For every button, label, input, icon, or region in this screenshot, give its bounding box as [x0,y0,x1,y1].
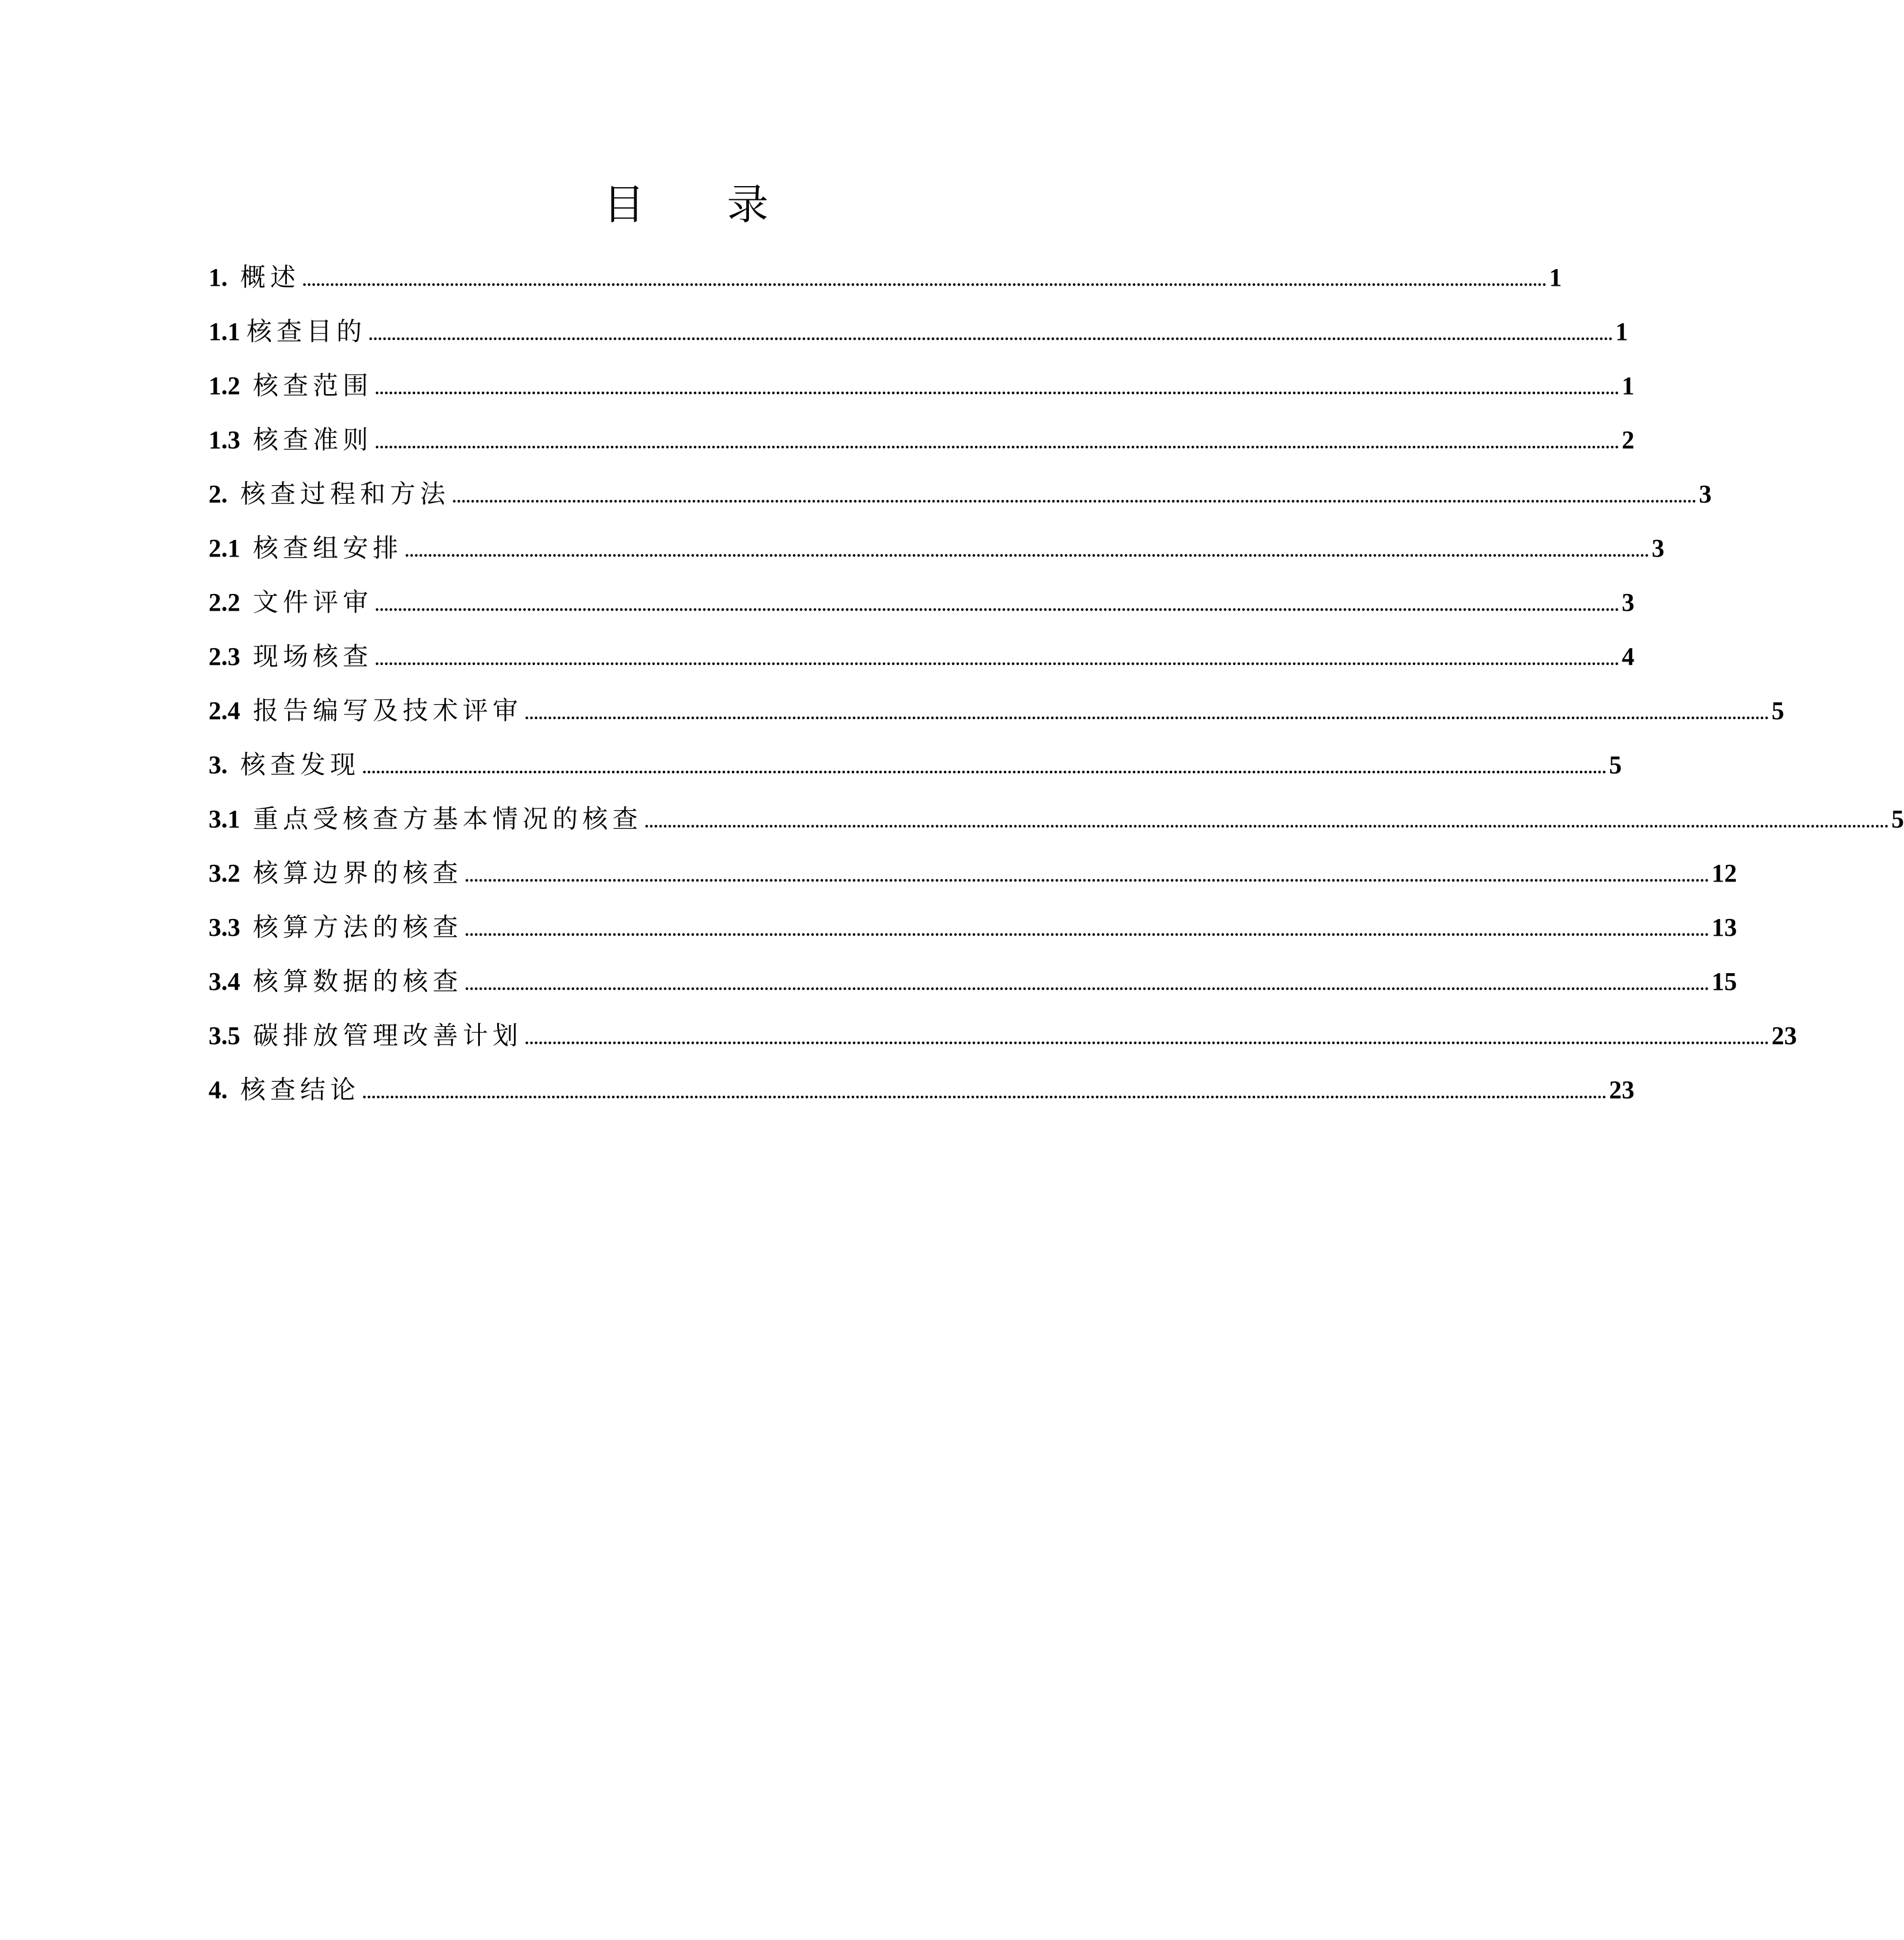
toc-entry-page: 1 [1615,317,1628,346]
toc-entry-label: 重点受核查方基本情况的核查 [253,804,642,834]
toc-entry-page: 13 [1712,913,1737,941]
toc-entry-number: 2. [209,480,240,508]
toc-entry-label: 核查目的 [247,317,366,346]
toc-entry-label: 核算边界的核查 [253,859,463,888]
toc-entry-1-1[interactable] [209,305,1628,359]
toc-entry-1[interactable] [209,251,1562,305]
toc-entry-page: 2 [1622,426,1634,454]
toc-entry-label: 核查发现 [240,750,360,780]
toc-entry-4[interactable] [209,1063,1634,1117]
toc-entry-number: 3. [209,751,240,779]
toc-entry-label: 概述 [240,263,300,292]
toc-entry-number: 2.4 [209,697,253,725]
toc-entry-2-1[interactable] [209,521,1664,576]
toc-entry-label: 文件评审 [253,588,373,617]
toc-entry-page: 5 [1891,805,1904,833]
toc-dot-leader: .............................................................................................................................................................................................................................................................................. [362,1084,1607,1102]
toc-entry-label: 核查准则 [253,425,373,455]
toc-entry-page: 23 [1609,1076,1634,1104]
toc-entry-number: 3.5 [209,1022,253,1050]
toc-entry-label: 核查结论 [240,1075,360,1105]
toc-entry-2[interactable] [209,467,1712,521]
toc-entry-number: 3.1 [209,805,253,833]
toc-entry-label: 核查组安排 [253,534,403,563]
toc-dot-leader: .............................................................................................................................................................................................................................................................................. [405,543,1649,561]
toc-entry-3-3[interactable] [209,901,1737,955]
toc-dot-leader: .............................................................................................................................................................................................................................................................................. [452,489,1697,506]
toc-entry-number: 4. [209,1076,240,1104]
toc-dot-leader: .............................................................................................................................................................................................................................................................................. [375,651,1619,669]
toc-entry-number: 1. [209,263,240,292]
toc-entry-page: 1 [1622,372,1634,400]
toc-dot-leader: .............................................................................................................................................................................................................................................................................. [525,1030,1769,1048]
toc-entry-label: 报告编写及技术评审 [253,696,523,725]
toc-entry-number: 3.2 [209,859,253,887]
toc-entry-2-2[interactable] [209,576,1634,630]
toc-entry-page: 12 [1712,859,1737,887]
toc-entry-label: 核查范围 [253,371,373,400]
toc-dot-leader: .............................................................................................................................................................................................................................................................................. [302,272,1547,290]
toc-entry-3[interactable] [209,738,1622,792]
toc-dot-leader: .............................................................................................................................................................................................................................................................................. [465,868,1709,886]
toc-entry-label: 核算方法的核查 [253,913,463,942]
toc-entry-page: 5 [1771,697,1784,725]
toc-entry-page: 5 [1609,751,1622,779]
toc-dot-leader: .............................................................................................................................................................................................................................................................................. [369,326,1613,344]
toc-entry-page: 3 [1652,534,1664,562]
toc-entry-number: 1.3 [209,426,253,454]
toc-entry-number: 1.1 [209,317,247,346]
toc-entry-page: 15 [1712,967,1737,996]
toc-entry-2-4[interactable] [209,684,1784,738]
toc-title: 目 录 [603,180,803,229]
toc-dot-leader: .............................................................................................................................................................................................................................................................................. [362,759,1607,777]
toc-entry-label: 核算数据的核查 [253,967,463,996]
toc-entry-3-2[interactable] [209,846,1737,901]
toc-entry-number: 2.3 [209,642,253,671]
toc-entry-1-2[interactable] [209,359,1634,413]
toc-entry-label: 碳排放管理改善计划 [253,1021,523,1050]
toc-entry-3-1[interactable] [209,792,1904,846]
toc-entry-number: 2.2 [209,588,253,617]
toc-entry-number: 3.4 [209,967,253,996]
toc-entry-2-3[interactable] [209,630,1634,684]
toc-entry-number: 3.3 [209,913,253,941]
toc-entry-3-5[interactable] [209,1009,1797,1063]
toc-list [209,251,1904,1117]
toc-dot-leader: .............................................................................................................................................................................................................................................................................. [375,597,1619,615]
toc-dot-leader: .............................................................................................................................................................................................................................................................................. [465,922,1709,940]
toc-entry-page: 1 [1549,263,1562,292]
toc-dot-leader: .............................................................................................................................................................................................................................................................................. [645,814,1889,831]
toc-dot-leader: .............................................................................................................................................................................................................................................................................. [375,380,1619,398]
toc-dot-leader: .............................................................................................................................................................................................................................................................................. [465,976,1709,994]
toc-entry-page: 23 [1771,1022,1797,1050]
toc-dot-leader: .............................................................................................................................................................................................................................................................................. [525,705,1769,723]
toc-entry-1-3[interactable] [209,413,1634,467]
toc-entry-3-4[interactable] [209,955,1737,1009]
toc-entry-page: 3 [1699,480,1712,508]
toc-entry-page: 3 [1622,588,1634,617]
toc-entry-number: 1.2 [209,372,253,400]
toc-entry-number: 2.1 [209,534,253,562]
toc-entry-page: 4 [1622,642,1634,671]
toc-entry-label: 核查过程和方法 [240,479,450,509]
toc-dot-leader: .............................................................................................................................................................................................................................................................................. [375,434,1619,452]
toc-entry-label: 现场核查 [253,642,373,671]
